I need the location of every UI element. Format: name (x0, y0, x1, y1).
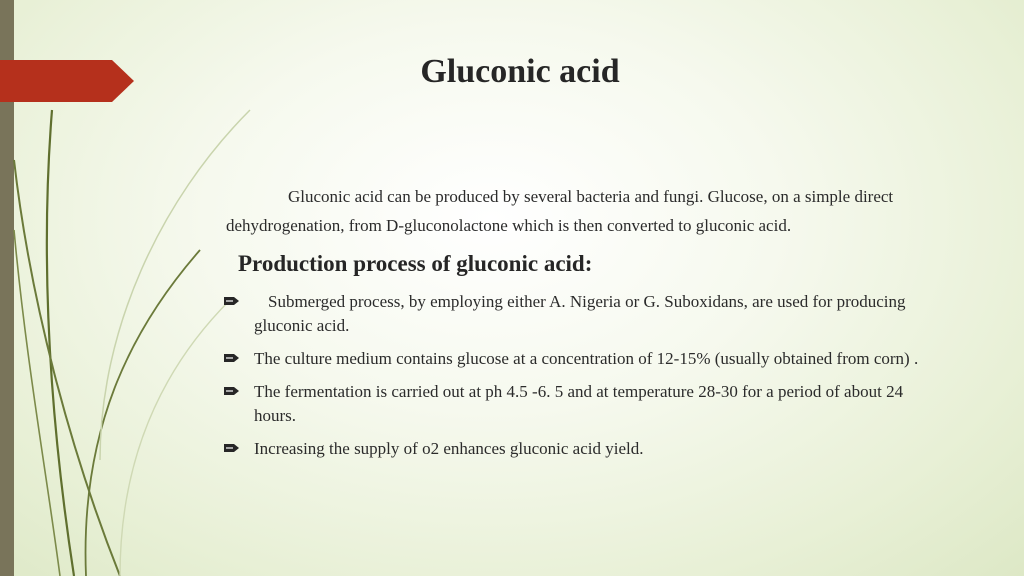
list-item (222, 437, 942, 461)
accent-tab (0, 60, 134, 102)
pencil-arrow-icon (224, 385, 240, 397)
bullet-text: The culture medium contains glucose at a concentration of 12-15% (usually obtained from corn) . (254, 349, 919, 368)
list-item (222, 380, 942, 428)
bullet-text: Increasing the supply of o2 enhances gluconic acid yield. (254, 439, 644, 458)
bullet-list (222, 290, 942, 470)
pencil-arrow-icon (224, 295, 240, 307)
list-item (222, 347, 942, 371)
pencil-arrow-icon (224, 442, 240, 454)
intro-paragraph: Gluconic acid can be produced by several bacteria and fungi. Glucose, on a simple direct dehydrogenation, from D-gluconolactone which is then converted to gluconic acid. (226, 187, 894, 235)
pencil-arrow-icon (224, 352, 240, 364)
bullet-text: The fermentation is carried out at ph 4.5 -6. 5 and at temperature 28-30 for a period of about 24 hours. (254, 382, 904, 425)
list-item (222, 290, 942, 338)
bullet-text: Submerged process, by employing either A. Nigeria or G. Suboxidans, are used for producing gluconic acid. (254, 292, 906, 335)
section-heading: Production process of gluconic acid: (238, 251, 593, 276)
slide-title: Gluconic acid (420, 53, 620, 90)
